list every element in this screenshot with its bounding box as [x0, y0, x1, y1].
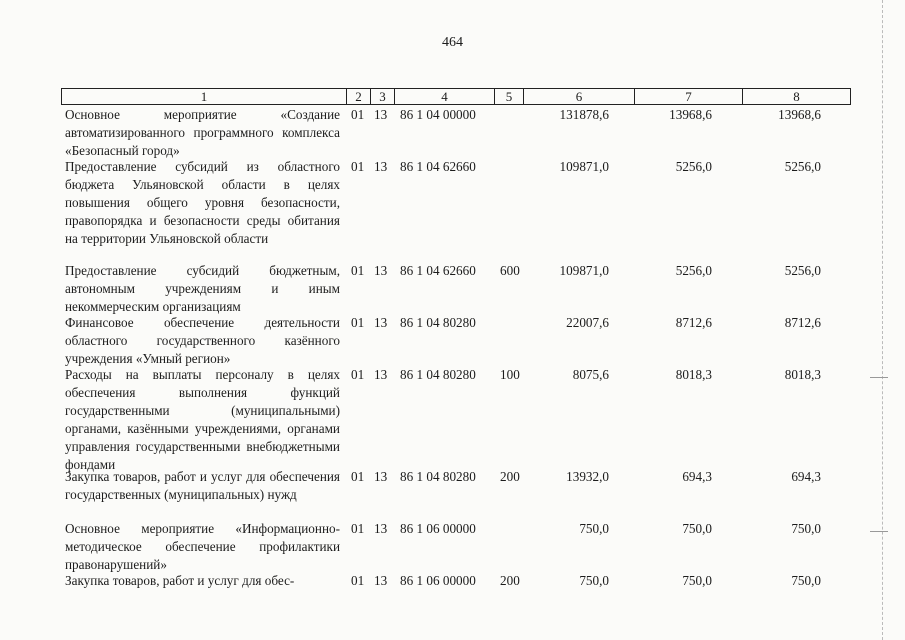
scan-artifact [870, 377, 888, 378]
row-amount-col6: 109871,0 [559, 263, 609, 278]
row-section: 01 [351, 469, 365, 484]
row-amount-col8: 694,3 [791, 469, 821, 484]
row-description: Расходы на выплаты персоналу в целях обеспечения выполнения функций государственными (муниципальными) органами, казёнными учреждениями, органами управления государственными внебюджетными фондами [65, 367, 340, 472]
row-target-article: 86 1 04 80280 [400, 367, 476, 382]
header-col-1: 1 [62, 89, 347, 104]
row-amount-col7: 5256,0 [675, 159, 712, 174]
row-target-article: 86 1 04 80280 [400, 469, 476, 484]
header-col-8: 8 [793, 89, 800, 104]
row-amount-col7: 694,3 [682, 469, 712, 484]
row-amount-col8: 5256,0 [784, 263, 821, 278]
row-description: Основное мероприятие «Создание автоматизированного программного комплекса «Безопасный город» [65, 107, 340, 158]
row-amount-col8: 750,0 [791, 521, 821, 536]
row-amount-col7: 750,0 [682, 521, 712, 536]
table-header [61, 88, 851, 105]
row-amount-col7: 750,0 [682, 573, 712, 588]
header-col-4: 4 [395, 89, 495, 104]
row-subsection: 13 [374, 263, 388, 278]
row-target-article: 86 1 04 80280 [400, 315, 476, 330]
row-amount-col6: 22007,6 [566, 315, 609, 330]
row-amount-col8: 8712,6 [784, 315, 821, 330]
row-target-article: 86 1 06 00000 [400, 521, 476, 536]
row-description: Основное мероприятие «Информационно-методическое обеспечение профилактики правонарушений» [65, 521, 340, 572]
row-target-article: 86 1 04 00000 [400, 107, 476, 122]
row-section: 01 [351, 107, 365, 122]
row-amount-col6: 750,0 [579, 573, 609, 588]
row-subsection: 13 [374, 107, 388, 122]
row-section: 01 [351, 521, 365, 536]
row-amount-col7: 13968,6 [669, 107, 712, 122]
row-subsection: 13 [374, 469, 388, 484]
header-col-7: 7 [635, 89, 743, 104]
row-section: 01 [351, 263, 365, 278]
row-description: Финансовое обеспечение деятельности областного государственного казённого учреждения «Умный регион» [65, 315, 340, 366]
row-amount-col6: 109871,0 [559, 159, 609, 174]
header-col-2: 2 [347, 89, 371, 104]
row-amount-col7: 8018,3 [675, 367, 712, 382]
row-target-article: 86 1 04 62660 [400, 263, 476, 278]
header-col-5: 5 [495, 89, 524, 104]
row-amount-col8: 13968,6 [778, 107, 821, 122]
header-col-3: 3 [371, 89, 395, 104]
row-description: Предоставление субсидий бюджетным, автономным учреждениям и иным некоммерческим организациям [65, 263, 340, 314]
row-amount-col8: 750,0 [791, 573, 821, 588]
row-amount-col6: 750,0 [579, 521, 609, 536]
row-expense-type: 200 [500, 573, 520, 588]
row-amount-col7: 8712,6 [675, 315, 712, 330]
row-subsection: 13 [374, 315, 388, 330]
scan-artifact [870, 531, 888, 532]
row-amount-col6: 131878,6 [559, 107, 609, 122]
row-amount-col8: 5256,0 [784, 159, 821, 174]
row-description: Закупка товаров, работ и услуг для обес- [65, 573, 295, 588]
page-number: 464 [442, 35, 463, 50]
scan-margin-line [882, 0, 884, 640]
row-section: 01 [351, 367, 365, 382]
row-section: 01 [351, 159, 365, 174]
row-expense-type: 200 [500, 469, 520, 484]
row-subsection: 13 [374, 573, 388, 588]
row-section: 01 [351, 573, 365, 588]
row-target-article: 86 1 04 62660 [400, 159, 476, 174]
row-subsection: 13 [374, 367, 388, 382]
row-amount-col8: 8018,3 [784, 367, 821, 382]
row-target-article: 86 1 06 00000 [400, 573, 476, 588]
row-section: 01 [351, 315, 365, 330]
row-amount-col6: 13932,0 [566, 469, 609, 484]
row-expense-type: 100 [500, 367, 520, 382]
row-amount-col7: 5256,0 [675, 263, 712, 278]
row-subsection: 13 [374, 159, 388, 174]
row-amount-col6: 8075,6 [572, 367, 609, 382]
row-expense-type: 600 [500, 263, 520, 278]
header-col-6: 6 [524, 89, 635, 104]
row-description: Закупка товаров, работ и услуг для обеспечения государственных (муниципальных) нужд [65, 469, 340, 502]
row-subsection: 13 [374, 521, 388, 536]
row-description: Предоставление субсидий из областного бюджета Ульяновской области в целях повышения общего уровня безопасности, правопорядка и безопасности среды обитания на территории Ульяновской области [65, 159, 340, 246]
